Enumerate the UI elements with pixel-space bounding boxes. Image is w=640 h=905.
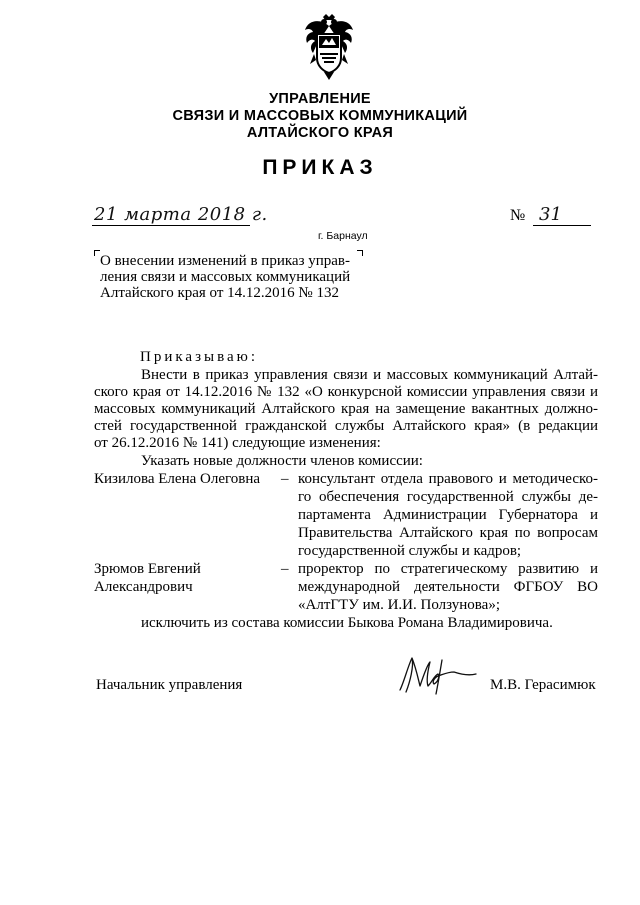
order-word: Приказываю: xyxy=(140,349,258,365)
date-underline xyxy=(92,225,250,226)
paragraph-line-5: от 26.12.2016 № 141) следующие изменения: xyxy=(94,435,381,451)
member-2-position-line-1: проректор по стратегическому развитию и xyxy=(298,561,598,577)
member-1-dash: – xyxy=(281,471,289,487)
member-1-position-line-1: консультант отдела правового и методическо- xyxy=(298,471,598,487)
member-2-name-line-2: Александрович xyxy=(94,579,193,595)
indicate-line: Указать новые должности членов комиссии: xyxy=(141,453,423,469)
number-label: № xyxy=(510,207,526,224)
org-header-line-2: СВЯЗИ И МАССОВЫХ КОММУНИКАЦИЙ xyxy=(172,108,468,124)
document-title: ПРИКАЗ xyxy=(262,156,378,179)
signer-title: Начальник управления xyxy=(96,677,243,693)
member-2-position-line-2: международной деятельности ФГБОУ ВО xyxy=(298,579,598,595)
member-2-dash: – xyxy=(281,561,289,577)
exclude-line: исключить из состава комиссии Быкова Романа Владимировича. xyxy=(141,615,553,631)
subject-corner-right xyxy=(357,250,363,256)
paragraph-line-4: стей государственной гражданской службы Алтайского края» (в редакции xyxy=(94,418,598,434)
coat-of-arms-icon xyxy=(302,14,356,80)
member-1-position-line-3: партамента Администрации Губернатора и xyxy=(298,507,598,523)
date-handwritten: 21 марта 2018 г. xyxy=(94,204,268,225)
number-handwritten: 31 xyxy=(539,204,562,225)
paragraph-line-3: массовых коммуникаций Алтайского края на замещение вакантных должно- xyxy=(94,401,598,417)
member-1-position-line-2: го обеспечения государственной службы де- xyxy=(298,489,598,505)
signer-name: М.В. Герасимюк xyxy=(490,677,596,693)
subject-line-1: О внесении изменений в приказ управ- xyxy=(100,253,351,269)
number-underline xyxy=(533,225,591,226)
paragraph-line-1: Внести в приказ управления связи и массовых коммуникаций Алтай- xyxy=(141,367,598,383)
org-header-line-1: УПРАВЛЕНИЕ xyxy=(269,91,371,107)
member-1-position-line-5: государственной службы и кадров; xyxy=(298,543,522,559)
handwritten-signature-icon xyxy=(398,652,478,698)
city-label: г. Барнаул xyxy=(318,230,368,242)
paragraph-line-2: ского края от 14.12.2016 № 132 «О конкурсной комиссии управления связи и xyxy=(94,384,598,400)
subject-line-2: ления связи и массовых коммуникаций xyxy=(100,269,351,285)
member-1-name: Кизилова Елена Олеговна xyxy=(94,471,261,487)
member-2-position-line-3: «АлтГТУ им. И.И. Ползунова»; xyxy=(298,597,500,613)
subject-line-3: Алтайского края от 14.12.2016 № 132 xyxy=(100,285,339,301)
member-1-position-line-4: Правительства Алтайского края по вопросам xyxy=(298,525,598,541)
org-header-line-3: АЛТАЙСКОГО КРАЯ xyxy=(246,125,394,141)
member-2-name-line-1: Зрюмов Евгений xyxy=(94,561,201,577)
